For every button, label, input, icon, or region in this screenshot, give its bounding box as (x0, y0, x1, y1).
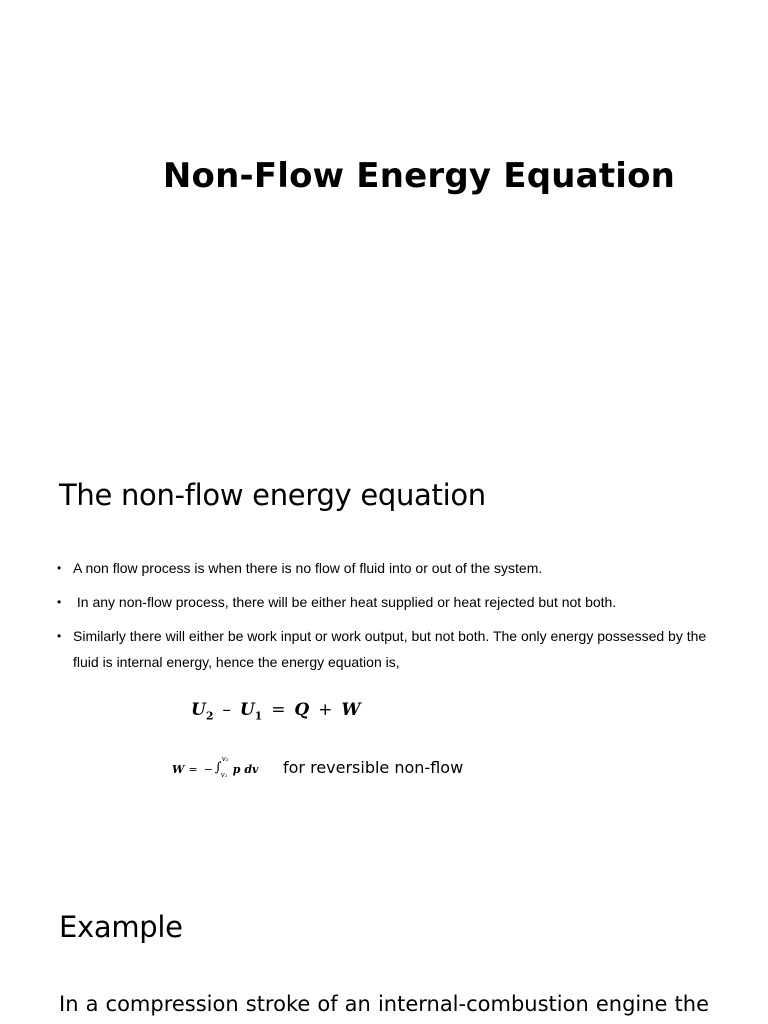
section-heading-example: Example (59, 910, 183, 944)
work-equation (172, 755, 259, 779)
section-heading-nonflow: The non-flow energy equation (59, 478, 486, 512)
eq-equals: = (271, 700, 286, 720)
eq-subscript-2: 2 (205, 709, 214, 723)
energy-equation (191, 700, 360, 722)
integral-icon (214, 755, 231, 779)
list-item (57, 555, 707, 581)
eq-u-symbol: U (239, 700, 255, 720)
work-equals: = (188, 762, 198, 776)
bullet-text: Similarly there will either be work input or work output, but not both. The only energy possessed by the fluid is internal energy, hence the energy equation is, (73, 628, 707, 670)
page-title: Non-Flow Energy Equation (162, 156, 676, 196)
integral-symbol: ∫ (214, 760, 222, 775)
bullet-list (57, 555, 707, 683)
eq-plus: + (318, 700, 333, 720)
work-integrand: p dv (232, 762, 259, 776)
eq-w: W (341, 700, 361, 720)
bullet-icon: • (57, 595, 62, 609)
work-note: for reversible non-flow (283, 758, 464, 777)
bullet-icon: • (57, 629, 62, 643)
eq-minus: – (222, 700, 231, 720)
example-paragraph: In a compression stroke of an internal-combustion engine the (59, 992, 709, 1016)
bullet-text: In any non-flow process, there will be either heat supplied or heat rejected but not both. (73, 594, 617, 610)
list-item (57, 589, 707, 615)
eq-subscript-1: 1 (254, 709, 263, 723)
bullet-icon: • (57, 561, 62, 575)
bullet-text: A non flow process is when there is no flow of fluid into or out of the system. (73, 560, 543, 576)
eq-u2 (191, 700, 214, 723)
integral-lower-limit: v₁ (220, 771, 228, 779)
work-minus: − (203, 762, 213, 776)
work-lhs: W (172, 762, 185, 776)
integral-upper-limit: v₂ (221, 755, 229, 763)
eq-u1 (239, 700, 263, 723)
list-item (57, 623, 707, 675)
eq-q: Q (294, 700, 310, 720)
eq-u-symbol: U (191, 700, 206, 720)
